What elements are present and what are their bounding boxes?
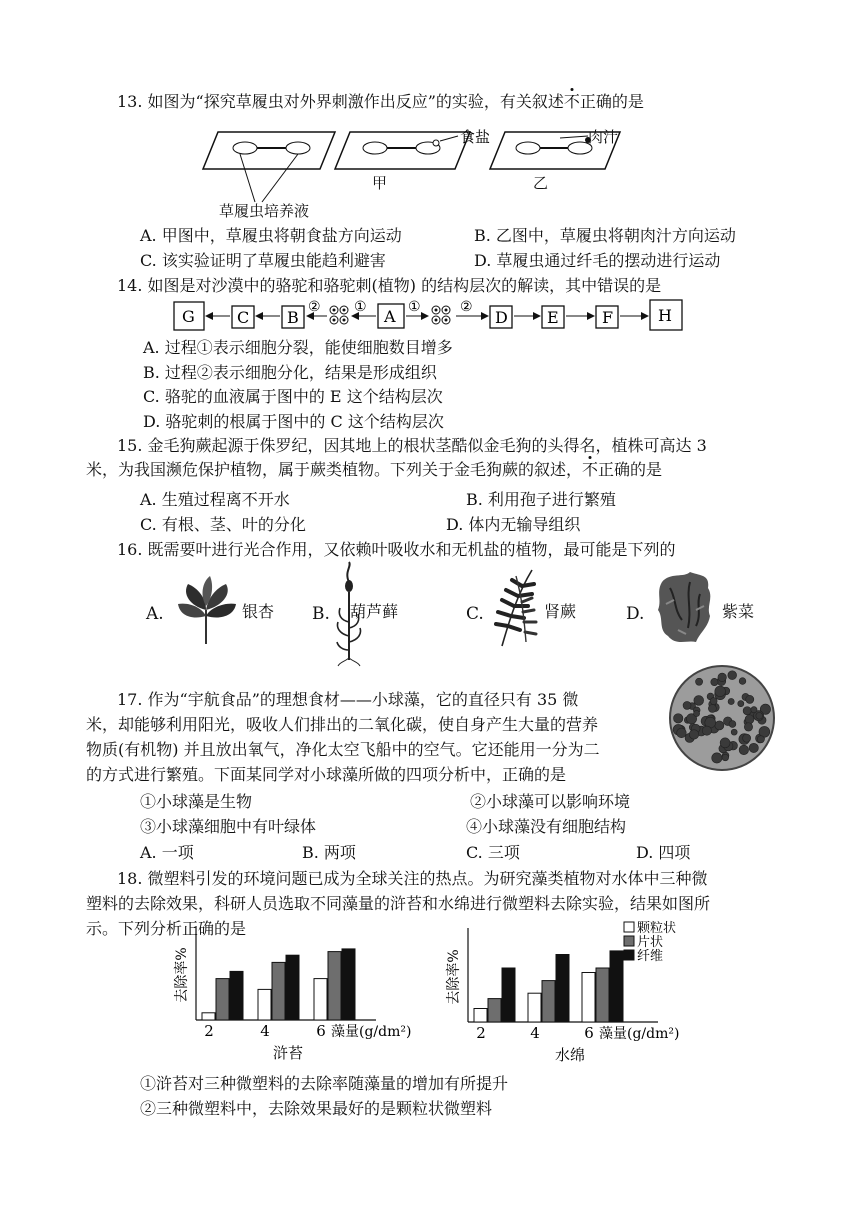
chlorella-cell <box>749 743 758 752</box>
label-jia: 甲 <box>372 174 388 192</box>
q15-line1: 15. 金毛狗蕨起源于侏罗纪，因其地上的根状茎酷似金毛狗的头得名，植株可高达 3 <box>117 436 707 455</box>
chlorella-cell <box>745 715 754 724</box>
chlorella-cell <box>702 726 711 735</box>
bar-颗粒状-2 <box>474 1009 487 1023</box>
chlorella-cell <box>715 686 726 697</box>
chlorella-cell <box>694 696 704 706</box>
chlorella-cell <box>731 729 737 735</box>
chart-shuimian <box>440 918 730 1064</box>
legend-label-片状: 片状 <box>637 935 664 950</box>
option-letter: B. <box>312 604 330 624</box>
label-meat-juice: 肉汁 <box>588 128 619 146</box>
bar-片状-2 <box>488 999 501 1022</box>
salt-grain <box>433 140 439 146</box>
x-tick-label: 4 <box>260 1022 270 1040</box>
bar-片状-4 <box>272 962 285 1020</box>
drop <box>286 142 310 154</box>
chlorella-cell <box>751 707 757 713</box>
chlorella-cell <box>710 698 717 705</box>
q17-option-d: D. 四项 <box>636 843 691 862</box>
chlorella-cell <box>694 710 700 716</box>
option-letter: C. <box>466 604 484 624</box>
chlorella-cell <box>674 714 683 723</box>
drop <box>233 142 257 154</box>
chart-title: 浒苔 <box>272 1044 304 1062</box>
emphasis-not: 不 <box>582 460 599 479</box>
box-a-label: A <box>384 307 396 326</box>
chlorella-cell <box>696 678 703 685</box>
q14-option-a: A. 过程①表示细胞分裂，能使细胞数目增多 <box>143 338 453 357</box>
chlorella-cell <box>746 695 754 703</box>
legend-swatch-纤维 <box>624 950 634 960</box>
option-letter: D. <box>626 604 645 624</box>
bar-颗粒状-6 <box>314 979 327 1020</box>
legend-swatch-片状 <box>624 936 634 946</box>
q16-option-c <box>466 566 596 648</box>
process-2-right: ② <box>460 299 473 315</box>
chlorella-cell <box>715 721 724 730</box>
chlorella-cell <box>712 753 722 763</box>
q17-option-b: B. 两项 <box>302 843 356 862</box>
bar-片状-6 <box>328 952 341 1020</box>
q14-option-c: C. 骆驼的血液属于图中的 E 这个结构层次 <box>143 387 443 406</box>
q13-stem-part2: 正确的是 <box>579 92 644 111</box>
emphasis-not: 不 <box>563 92 580 111</box>
q13-option-c: C. 该实验证明了草履虫能趋利避害 <box>140 251 386 270</box>
x-axis-label: 藻量(g/dm²) <box>331 1024 412 1040</box>
bar-纤维-6 <box>342 949 355 1020</box>
chlorella-micrograph-icon <box>668 664 776 772</box>
chlorella-cell <box>708 704 716 712</box>
q15-line2 <box>86 460 662 479</box>
q16-option-d <box>626 568 766 648</box>
chlorella-cell <box>757 736 764 743</box>
bar-片状-2 <box>216 979 229 1020</box>
bar-片状-4 <box>542 981 555 1022</box>
chlorella-cell <box>744 723 752 731</box>
q16-option-b <box>312 562 442 668</box>
legend-label-颗粒状: 颗粒状 <box>637 921 677 936</box>
chlorella-cell <box>738 701 744 707</box>
bar-颗粒状-4 <box>258 989 271 1020</box>
x-axis-label: 藻量(g/dm²) <box>599 1026 680 1042</box>
cell-cluster-left <box>330 306 348 324</box>
q13-option-b: B. 乙图中，草履虫将朝肉汁方向运动 <box>474 226 736 245</box>
q17-line1: 17. 作为“宇航食品”的理想食材——小球藻，它的直径只有 35 微 <box>117 690 579 709</box>
option-name: 银杏 <box>242 602 275 621</box>
chlorella-cell <box>743 734 751 742</box>
chlorella-cell <box>739 745 748 754</box>
q14-stem: 14. 如图是对沙漠中的骆驼和骆驼刺(植物) 的结构层次的解读，其中错误的是 <box>117 276 662 295</box>
chlorella-cell <box>677 728 687 738</box>
q17-statement-4: ④小球藻没有细胞结构 <box>466 817 627 836</box>
chlorella-cell <box>728 671 737 680</box>
q15-line2-part2: 正确的是 <box>598 460 663 479</box>
q17-option-a: A. 一项 <box>140 843 194 862</box>
box-h-label: H <box>658 306 672 325</box>
x-tick-label: 4 <box>530 1024 540 1042</box>
chlorella-cell <box>722 754 729 761</box>
q13-option-d: D. 草履虫通过纤毛的摆动进行运动 <box>474 251 721 270</box>
q15-option-b: B. 利用孢子进行繁殖 <box>466 490 616 509</box>
legend-label-纤维: 纤维 <box>637 949 664 964</box>
chart-title: 水绵 <box>554 1046 586 1064</box>
q13-stem <box>117 92 644 111</box>
chlorella-cell <box>729 721 736 728</box>
q16-stem: 16. 既需要叶进行光合作用，又依赖叶吸收水和无机盐的植物，最可能是下列的 <box>117 540 676 559</box>
box-b-label: B <box>287 308 299 327</box>
chlorella-cell <box>728 698 734 704</box>
x-tick-label: 6 <box>584 1024 594 1042</box>
chart-hutai <box>170 924 412 1064</box>
box-f-label: F <box>602 308 614 327</box>
q14-diagram <box>170 298 690 336</box>
q16-option-a <box>146 566 276 646</box>
bar-颗粒状-4 <box>528 993 541 1022</box>
q18-statement-2: ②三种微塑料中，去除效果最好的是颗粒状微塑料 <box>140 1099 493 1118</box>
ginkgo-icon <box>176 576 238 644</box>
q15-line2-part1: 米，为我国濒危保护植物，属于蕨类植物。下列关于金毛狗蕨的叙述， <box>86 460 583 479</box>
cell-cluster-right <box>432 306 450 324</box>
chlorella-cell <box>718 673 727 682</box>
chlorella-cell <box>743 707 751 715</box>
bar-颗粒状-2 <box>202 1013 215 1020</box>
q18-line1: 18. 微塑料引发的环境问题已成为全球关注的热点。为研究藻类植物对水体中三种微 <box>117 869 708 888</box>
q17-line3: 物质(有机物) 并且放出氧气，净化太空飞船中的空气。它还能用一分为二 <box>86 740 600 759</box>
label-salt: 食盐 <box>460 128 491 146</box>
q18-statement-1: ①浒苔对三种微塑料的去除率随藻量的增加有所提升 <box>140 1074 509 1093</box>
bar-纤维-2 <box>502 968 515 1022</box>
q13-stem-part1: 13. 如图为“探究草履虫对外界刺激作出反应”的实验，有关叙述 <box>117 92 564 111</box>
chlorella-cell <box>683 701 691 709</box>
chlorella-cell <box>756 712 763 719</box>
process-2-left: ② <box>308 299 321 315</box>
q14-option-d: D. 骆驼刺的根属于图中的 C 这个结构层次 <box>143 412 444 431</box>
y-axis-label: 去除率% <box>174 947 190 1003</box>
laver-icon <box>656 570 714 646</box>
q18-line3: 示。下列分析正确的是 <box>86 919 247 938</box>
bar-颗粒状-6 <box>582 973 595 1023</box>
q17-line4: 的方式进行繁殖。下面某同学对小球藻所做的四项分析中，正确的是 <box>86 765 567 784</box>
process-1-left: ① <box>354 299 367 315</box>
option-letter: A. <box>146 604 164 624</box>
q17-line2: 米，却能够利用阳光，吸收人们排出的二氧化碳，使自身产生大量的营养 <box>86 715 599 734</box>
q17-statement-1: ①小球藻是生物 <box>140 792 253 811</box>
chlorella-cell <box>711 678 718 685</box>
q18-line2: 塑料的去除效果，科研人员选取不同藻量的浒苔和水绵进行微塑料去除实验，结果如图所 <box>86 894 711 913</box>
bar-纤维-6 <box>610 951 623 1022</box>
q13-option-a: A. 甲图中，草履虫将朝食盐方向运动 <box>140 226 402 245</box>
bar-纤维-4 <box>556 955 569 1023</box>
chlorella-cell <box>720 738 730 748</box>
option-name: 肾蕨 <box>544 602 577 621</box>
x-tick-label: 6 <box>316 1022 326 1040</box>
x-tick-label: 2 <box>204 1022 214 1040</box>
label-culture-fluid: 草履虫培养液 <box>219 202 310 220</box>
legend-swatch-颗粒状 <box>624 922 634 932</box>
bar-纤维-4 <box>286 955 299 1020</box>
chlorella-cell <box>689 730 699 740</box>
q14-option-b: B. 过程②表示细胞分化，结果是形成组织 <box>143 363 437 382</box>
y-axis-label: 去除率% <box>446 949 462 1005</box>
q17-statement-2: ②小球藻可以影响环境 <box>470 792 631 811</box>
slide-plate-jia <box>335 132 470 169</box>
fern-icon <box>492 568 542 648</box>
box-e-label: E <box>547 308 559 327</box>
label-yi: 乙 <box>533 174 549 192</box>
slide-plate <box>203 132 335 169</box>
x-tick-label: 2 <box>476 1024 486 1042</box>
q17-statement-3: ③小球藻细胞中有叶绿体 <box>140 817 317 836</box>
option-name: 紫菜 <box>722 602 755 621</box>
q15-option-a: A. 生殖过程离不开水 <box>140 490 290 509</box>
box-g-label: G <box>182 307 195 326</box>
q17-option-c: C. 三项 <box>466 843 520 862</box>
q15-option-d: D. 体内无输导组织 <box>446 515 581 534</box>
bar-纤维-2 <box>230 971 243 1020</box>
chlorella-cell <box>739 678 746 685</box>
bar-片状-6 <box>596 968 609 1022</box>
process-1-right: ① <box>408 299 421 315</box>
option-name: 葫芦藓 <box>350 602 399 621</box>
box-d-label: D <box>495 308 508 327</box>
box-c-label: C <box>237 308 250 327</box>
q15-option-c: C. 有根、茎、叶的分化 <box>140 515 306 534</box>
